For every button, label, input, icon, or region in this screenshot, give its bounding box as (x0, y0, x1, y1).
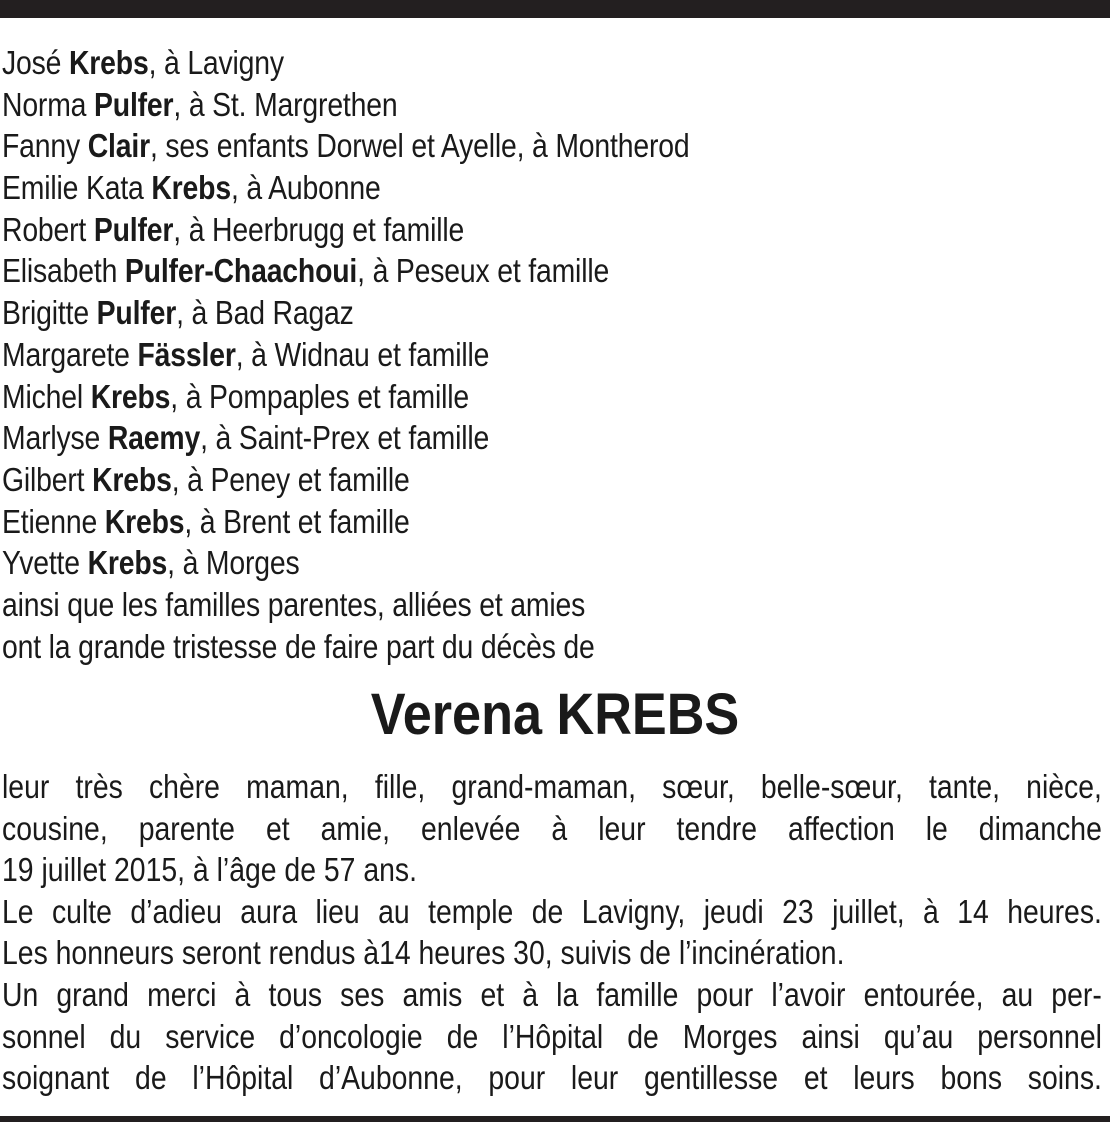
family-surname: Clair (87, 127, 150, 165)
family-surname: Fässler (137, 335, 236, 373)
family-surname: Raemy (107, 419, 201, 457)
family-surname: Pulfer (93, 210, 174, 248)
family-surname: Krebs (92, 460, 172, 498)
family-member: Norma Pulfer, à St. Margrethen (2, 85, 398, 123)
family-member: José Krebs, à Lavigny (2, 44, 284, 81)
family-member: Elisabeth Pulfer-Chaachoui, à Peseux et famille (2, 252, 610, 290)
family-member: Marlyse Raemy, à Saint-Prex et famille (2, 419, 490, 457)
announcement-body (2, 766, 1102, 1099)
family-surname: Krebs (90, 377, 171, 415)
body-line: 19 juillet 2015, à l’âge de 57 ans. (2, 851, 417, 889)
body-line: Un grand merci à tous ses amis et à la famille pour l’avoir entourée, au per- (2, 975, 1102, 1013)
body-line: cousine, parente et amie, enlevée à leur tendre affection le dimanche (2, 809, 1102, 847)
family-surname: Krebs (104, 502, 185, 540)
family-member: Fanny Clair, ses enfants Dorwel et Ayelle, à Montherod (2, 127, 690, 165)
family-surname: Krebs (87, 544, 168, 582)
family-member: Brigitte Pulfer, à Bad Ragaz (2, 294, 354, 332)
body-line: soignant de l’Hôpital d’Aubonne, pour leur gentillesse et leurs bons soins. (2, 1059, 1102, 1097)
family-member: Etienne Krebs, à Brent et famille (2, 502, 410, 540)
family-surname: Pulfer (94, 85, 174, 123)
family-surname: Krebs (68, 44, 149, 81)
body-line: leur très chère maman, fille, grand-maman, sœur, belle-sœur, tante, nièce, (2, 768, 1102, 805)
family-list (2, 42, 1102, 667)
deceased-name: Verena KREBS (370, 682, 740, 747)
body-line: sonnel du service d’oncologie de l’Hôpital de Morges ainsi qu’au personnel (2, 1017, 1102, 1055)
family-member: Emilie Kata Krebs, à Aubonne (2, 169, 381, 207)
family-member: Gilbert Krebs, à Peney et famille (2, 460, 410, 498)
bottom-border-rule (0, 1116, 1110, 1122)
family-member: Robert Pulfer, à Heerbrugg et famille (2, 210, 465, 248)
closing-line: ainsi que les familles parentes, alliées et amies (2, 585, 586, 623)
closing-line: ont la grande tristesse de faire part du décès de (2, 627, 595, 665)
family-member: Yvette Krebs, à Morges (2, 544, 300, 582)
body-line: Les honneurs seront rendus à14 heures 30, suivis de l’incinération. (2, 934, 845, 972)
family-surname: Pulfer-Chaachoui (124, 252, 358, 290)
family-member: Michel Krebs, à Pompaples et famille (2, 377, 470, 415)
family-member: Margarete Fässler, à Widnau et famille (2, 335, 490, 373)
family-surname: Pulfer (96, 294, 177, 332)
family-surname: Krebs (151, 169, 231, 207)
top-border-rule (0, 0, 1110, 18)
body-line: Le culte d’adieu aura lieu au temple de Lavigny, jeudi 23 juillet, à 14 heures. (2, 892, 1102, 930)
